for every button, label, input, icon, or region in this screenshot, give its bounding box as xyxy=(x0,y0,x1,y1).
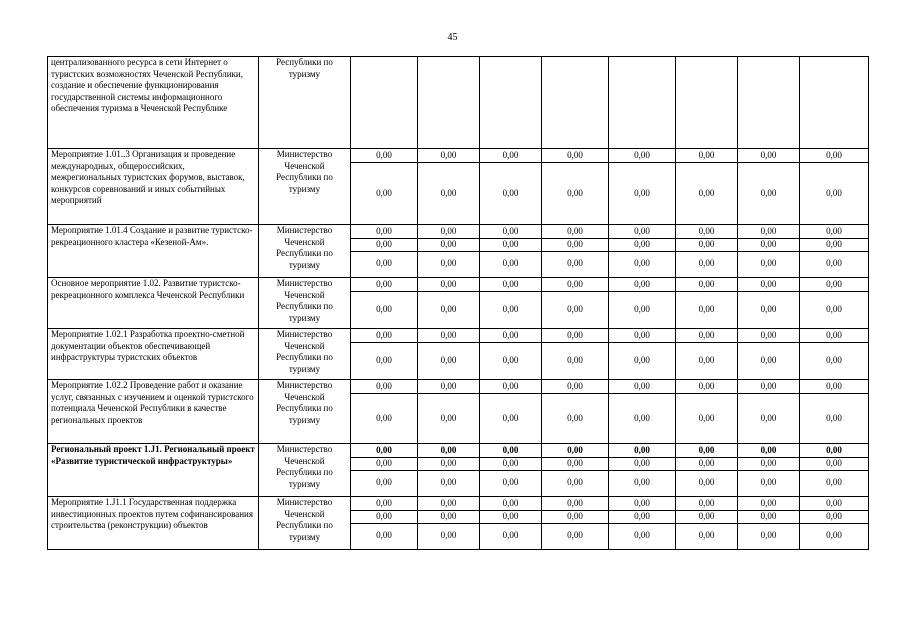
funding-value: 0,00 xyxy=(800,523,868,548)
funding-value: 0,00 xyxy=(738,238,799,251)
funding-value: 0,00 xyxy=(676,291,737,328)
funding-value: 0,00 xyxy=(376,278,392,289)
funding-value: 0,00 xyxy=(800,342,868,379)
funding-value: 0,00 xyxy=(502,149,519,160)
funding-column-cell xyxy=(542,225,609,278)
funding-value: 0,00 xyxy=(376,380,392,391)
table-row xyxy=(48,444,869,497)
funding-value: 0,00 xyxy=(800,251,868,276)
funding-value: 0,00 xyxy=(634,225,650,236)
responsible-executor-cell xyxy=(259,329,351,380)
program-table xyxy=(47,56,869,550)
activity-name-cell: Мероприятие 1.02.2 Проведение работ и оказание услуг, связанных с изучением и оценкой туристского потенциала Чеченской Республики в качестве региональных проектов xyxy=(48,380,259,444)
funding-column-cell xyxy=(418,278,480,329)
funding-value: 0,00 xyxy=(418,238,479,251)
funding-value: 0,00 xyxy=(800,291,868,328)
funding-column-cell xyxy=(418,444,480,497)
funding-value: 0,00 xyxy=(440,278,457,289)
funding-value: 0,00 xyxy=(502,380,519,391)
funding-value: 0,00 xyxy=(376,497,392,508)
funding-value: 0,00 xyxy=(502,225,519,236)
funding-column-cell xyxy=(800,380,869,444)
funding-value: 0,00 xyxy=(480,251,541,276)
funding-value: 0,00 xyxy=(800,238,868,251)
funding-value: 0,00 xyxy=(676,457,737,470)
activity-name-cell: Мероприятие 1.01.4 Создание и развитие туристско-рекреационного кластера «Кезеной-Ам». xyxy=(48,225,259,278)
funding-value: 0,00 xyxy=(418,342,479,379)
funding-value: 0,00 xyxy=(542,523,608,548)
activity-name-cell: Мероприятие 1.02.1 Разработка проектно-сметной документации объектов обеспечивающей инфраструктуры туристских объектов xyxy=(48,329,259,380)
funding-value: 0,00 xyxy=(418,523,479,548)
funding-value: 0,00 xyxy=(738,162,799,224)
funding-value: 0,00 xyxy=(698,278,715,289)
funding-value: 0,00 xyxy=(502,444,519,455)
table-row xyxy=(48,149,869,225)
funding-column-cell xyxy=(418,329,480,380)
funding-column-cell xyxy=(609,57,676,149)
funding-value: 0,00 xyxy=(567,225,583,236)
responsible-executor-cell xyxy=(259,380,351,444)
funding-value: 0,00 xyxy=(418,393,479,443)
funding-column-cell xyxy=(351,278,418,329)
responsible-executor-text: Министерство Чеченской Республики по туризму xyxy=(276,225,333,270)
funding-value: 0,00 xyxy=(609,510,675,523)
funding-column-cell xyxy=(351,444,418,497)
funding-value: 0,00 xyxy=(542,162,608,224)
funding-value: 0,00 xyxy=(634,444,650,455)
funding-value: 0,00 xyxy=(738,291,799,328)
responsible-executor-text: Министерство Чеченской Республики по туризму xyxy=(276,497,333,542)
funding-column-cell xyxy=(418,225,480,278)
funding-column-cell xyxy=(609,444,676,497)
funding-column-cell xyxy=(738,149,800,225)
funding-column-cell xyxy=(542,380,609,444)
funding-value: 0,00 xyxy=(826,225,842,236)
funding-column-cell xyxy=(351,497,418,550)
funding-column-cell xyxy=(609,380,676,444)
page-number: 45 xyxy=(447,32,458,43)
funding-column-cell xyxy=(351,149,418,225)
funding-value: 0,00 xyxy=(800,510,868,523)
funding-column-cell xyxy=(676,57,738,149)
table-row xyxy=(48,329,869,380)
funding-value: 0,00 xyxy=(634,329,650,340)
funding-value: 0,00 xyxy=(351,470,417,495)
funding-value: 0,00 xyxy=(738,251,799,276)
funding-value: 0,00 xyxy=(698,225,715,236)
table-row xyxy=(48,380,869,444)
funding-column-cell xyxy=(800,225,869,278)
funding-value: 0,00 xyxy=(567,149,583,160)
funding-value: 0,00 xyxy=(609,238,675,251)
funding-value: 0,00 xyxy=(480,393,541,443)
funding-value: 0,00 xyxy=(418,510,479,523)
funding-value: 0,00 xyxy=(760,380,777,391)
funding-value: 0,00 xyxy=(800,457,868,470)
funding-column-cell xyxy=(609,225,676,278)
responsible-executor-text: Республики по туризму xyxy=(276,57,333,79)
funding-value: 0,00 xyxy=(609,523,675,548)
funding-value: 0,00 xyxy=(480,162,541,224)
funding-value: 0,00 xyxy=(542,342,608,379)
funding-column-cell xyxy=(738,225,800,278)
funding-column-cell xyxy=(738,57,800,149)
activity-name-cell: Мероприятие 1.01..3 Организация и проведение международных, общероссийских, межрегиональных туристских форумов, выставок, конкурсов соревнований и иных событийных мероприятий xyxy=(48,149,259,225)
funding-value: 0,00 xyxy=(376,444,392,455)
funding-value: 0,00 xyxy=(826,278,842,289)
funding-column-cell xyxy=(609,497,676,550)
funding-column-cell xyxy=(676,225,738,278)
table-row xyxy=(48,225,869,278)
funding-column-cell xyxy=(480,380,542,444)
funding-column-cell xyxy=(480,278,542,329)
responsible-executor-cell xyxy=(259,225,351,278)
funding-value: 0,00 xyxy=(800,393,868,443)
funding-column-cell xyxy=(676,278,738,329)
funding-value: 0,00 xyxy=(567,329,583,340)
funding-value: 0,00 xyxy=(760,329,777,340)
funding-value: 0,00 xyxy=(418,162,479,224)
funding-value: 0,00 xyxy=(440,329,457,340)
funding-value: 0,00 xyxy=(542,238,608,251)
funding-column-cell xyxy=(480,225,542,278)
funding-column-cell xyxy=(542,497,609,550)
funding-column-cell xyxy=(480,444,542,497)
funding-column-cell xyxy=(738,444,800,497)
activity-name-cell: Региональный проект 1.J1. Региональный проект «Развитие туристической инфраструктуры» xyxy=(48,444,259,497)
funding-value: 0,00 xyxy=(609,342,675,379)
activity-name-cell: централизованного ресурса в сети Интернет о туристских возможностях Чеченской Республики, создание и обеспечение функционирования государственной системы информационного обеспечения туризма в Чеченской Республике xyxy=(48,57,259,149)
funding-column-cell xyxy=(351,57,418,149)
funding-value: 0,00 xyxy=(567,497,583,508)
funding-value: 0,00 xyxy=(542,470,608,495)
funding-value: 0,00 xyxy=(418,457,479,470)
responsible-executor-text: Министерство Чеченской Республики по туризму xyxy=(276,444,333,489)
funding-value: 0,00 xyxy=(440,225,457,236)
responsible-executor-cell xyxy=(259,149,351,225)
funding-value: 0,00 xyxy=(609,291,675,328)
funding-column-cell xyxy=(800,278,869,329)
funding-value: 0,00 xyxy=(440,444,457,455)
responsible-executor-cell xyxy=(259,278,351,329)
funding-value: 0,00 xyxy=(351,393,417,443)
table-row xyxy=(48,497,869,550)
funding-value: 0,00 xyxy=(480,523,541,548)
funding-value: 0,00 xyxy=(676,470,737,495)
funding-value: 0,00 xyxy=(351,510,417,523)
funding-value: 0,00 xyxy=(480,510,541,523)
funding-column-cell xyxy=(351,225,418,278)
funding-value: 0,00 xyxy=(480,238,541,251)
funding-value: 0,00 xyxy=(567,444,583,455)
funding-column-cell xyxy=(480,149,542,225)
funding-column-cell xyxy=(800,329,869,380)
funding-value: 0,00 xyxy=(698,329,715,340)
funding-value: 0,00 xyxy=(738,523,799,548)
funding-value: 0,00 xyxy=(480,291,541,328)
funding-value: 0,00 xyxy=(826,329,842,340)
funding-value: 0,00 xyxy=(480,342,541,379)
funding-column-cell xyxy=(480,329,542,380)
funding-value: 0,00 xyxy=(634,497,650,508)
funding-column-cell xyxy=(738,278,800,329)
funding-value: 0,00 xyxy=(676,251,737,276)
funding-column-cell xyxy=(676,380,738,444)
funding-column-cell xyxy=(800,444,869,497)
funding-value: 0,00 xyxy=(634,278,650,289)
funding-column-cell xyxy=(480,497,542,550)
activity-name-cell: Мероприятие 1.J1.1 Государственная поддержка инвестиционных проектов путем софинансирования строительства (реконструкции) объектов xyxy=(48,497,259,550)
responsible-executor-cell xyxy=(259,497,351,550)
funding-value: 0,00 xyxy=(676,393,737,443)
funding-value: 0,00 xyxy=(567,278,583,289)
responsible-executor-cell xyxy=(259,57,351,149)
funding-value: 0,00 xyxy=(351,342,417,379)
funding-value: 0,00 xyxy=(738,510,799,523)
funding-column-cell xyxy=(800,149,869,225)
funding-value: 0,00 xyxy=(440,149,457,160)
funding-value: 0,00 xyxy=(502,329,519,340)
funding-column-cell xyxy=(418,57,480,149)
funding-column-cell xyxy=(418,380,480,444)
funding-value: 0,00 xyxy=(480,470,541,495)
funding-value: 0,00 xyxy=(738,457,799,470)
funding-value: 0,00 xyxy=(800,470,868,495)
funding-value: 0,00 xyxy=(351,238,417,251)
funding-value: 0,00 xyxy=(376,329,392,340)
funding-value: 0,00 xyxy=(351,523,417,548)
funding-value: 0,00 xyxy=(676,342,737,379)
funding-value: 0,00 xyxy=(440,497,457,508)
funding-value: 0,00 xyxy=(542,510,608,523)
funding-value: 0,00 xyxy=(698,149,715,160)
funding-value: 0,00 xyxy=(738,470,799,495)
funding-value: 0,00 xyxy=(609,251,675,276)
table-row xyxy=(48,57,869,149)
funding-column-cell xyxy=(676,329,738,380)
funding-value: 0,00 xyxy=(542,251,608,276)
funding-column-cell xyxy=(418,497,480,550)
funding-value: 0,00 xyxy=(738,393,799,443)
funding-column-cell xyxy=(542,149,609,225)
funding-column-cell xyxy=(738,380,800,444)
funding-column-cell xyxy=(542,278,609,329)
funding-value: 0,00 xyxy=(376,149,392,160)
responsible-executor-text: Министерство Чеченской Республики по туризму xyxy=(276,380,333,425)
funding-value: 0,00 xyxy=(542,291,608,328)
funding-value: 0,00 xyxy=(698,497,715,508)
funding-value: 0,00 xyxy=(502,497,519,508)
funding-value: 0,00 xyxy=(567,380,583,391)
funding-value: 0,00 xyxy=(800,162,868,224)
funding-value: 0,00 xyxy=(351,251,417,276)
funding-column-cell xyxy=(676,149,738,225)
funding-value: 0,00 xyxy=(698,380,715,391)
funding-column-cell xyxy=(676,444,738,497)
funding-value: 0,00 xyxy=(760,278,777,289)
funding-column-cell xyxy=(609,278,676,329)
funding-value: 0,00 xyxy=(760,497,777,508)
funding-column-cell xyxy=(418,149,480,225)
funding-column-cell xyxy=(542,329,609,380)
funding-value: 0,00 xyxy=(351,162,417,224)
funding-value: 0,00 xyxy=(418,291,479,328)
funding-column-cell xyxy=(480,57,542,149)
funding-value: 0,00 xyxy=(698,444,715,455)
funding-value: 0,00 xyxy=(609,162,675,224)
funding-value: 0,00 xyxy=(760,225,777,236)
funding-value: 0,00 xyxy=(760,149,777,160)
funding-value: 0,00 xyxy=(502,278,519,289)
funding-value: 0,00 xyxy=(440,380,457,391)
funding-value: 0,00 xyxy=(826,149,842,160)
funding-value: 0,00 xyxy=(676,510,737,523)
responsible-executor-text: Министерство Чеченской Республики по туризму xyxy=(276,149,333,194)
funding-value: 0,00 xyxy=(542,457,608,470)
funding-value: 0,00 xyxy=(826,497,842,508)
responsible-executor-text: Министерство Чеченской Республики по туризму xyxy=(276,278,333,323)
funding-value: 0,00 xyxy=(676,162,737,224)
funding-column-cell xyxy=(351,329,418,380)
funding-column-cell xyxy=(676,497,738,550)
funding-value: 0,00 xyxy=(376,225,392,236)
funding-column-cell xyxy=(800,497,869,550)
funding-value: 0,00 xyxy=(351,457,417,470)
funding-value: 0,00 xyxy=(676,238,737,251)
funding-column-cell xyxy=(738,329,800,380)
funding-value: 0,00 xyxy=(480,457,541,470)
funding-column-cell xyxy=(609,149,676,225)
funding-column-cell xyxy=(738,497,800,550)
funding-value: 0,00 xyxy=(826,444,842,455)
funding-value: 0,00 xyxy=(609,470,675,495)
funding-value: 0,00 xyxy=(542,393,608,443)
activity-name-cell: Основное мероприятие 1.02. Развитие туристско-рекреационного комплекса Чеченской Республики xyxy=(48,278,259,329)
funding-value: 0,00 xyxy=(418,470,479,495)
funding-value: 0,00 xyxy=(676,523,737,548)
responsible-executor-text: Министерство Чеченской Республики по туризму xyxy=(276,329,333,374)
funding-value: 0,00 xyxy=(351,291,417,328)
funding-value: 0,00 xyxy=(634,149,650,160)
funding-value: 0,00 xyxy=(634,380,650,391)
funding-value: 0,00 xyxy=(826,380,842,391)
funding-column-cell xyxy=(351,380,418,444)
funding-value: 0,00 xyxy=(418,251,479,276)
funding-value: 0,00 xyxy=(609,393,675,443)
funding-column-cell xyxy=(800,57,869,149)
funding-value: 0,00 xyxy=(760,444,777,455)
funding-column-cell xyxy=(542,57,609,149)
funding-column-cell xyxy=(542,444,609,497)
responsible-executor-cell xyxy=(259,444,351,497)
funding-value: 0,00 xyxy=(738,342,799,379)
table-row xyxy=(48,278,869,329)
funding-value: 0,00 xyxy=(609,457,675,470)
funding-column-cell xyxy=(609,329,676,380)
